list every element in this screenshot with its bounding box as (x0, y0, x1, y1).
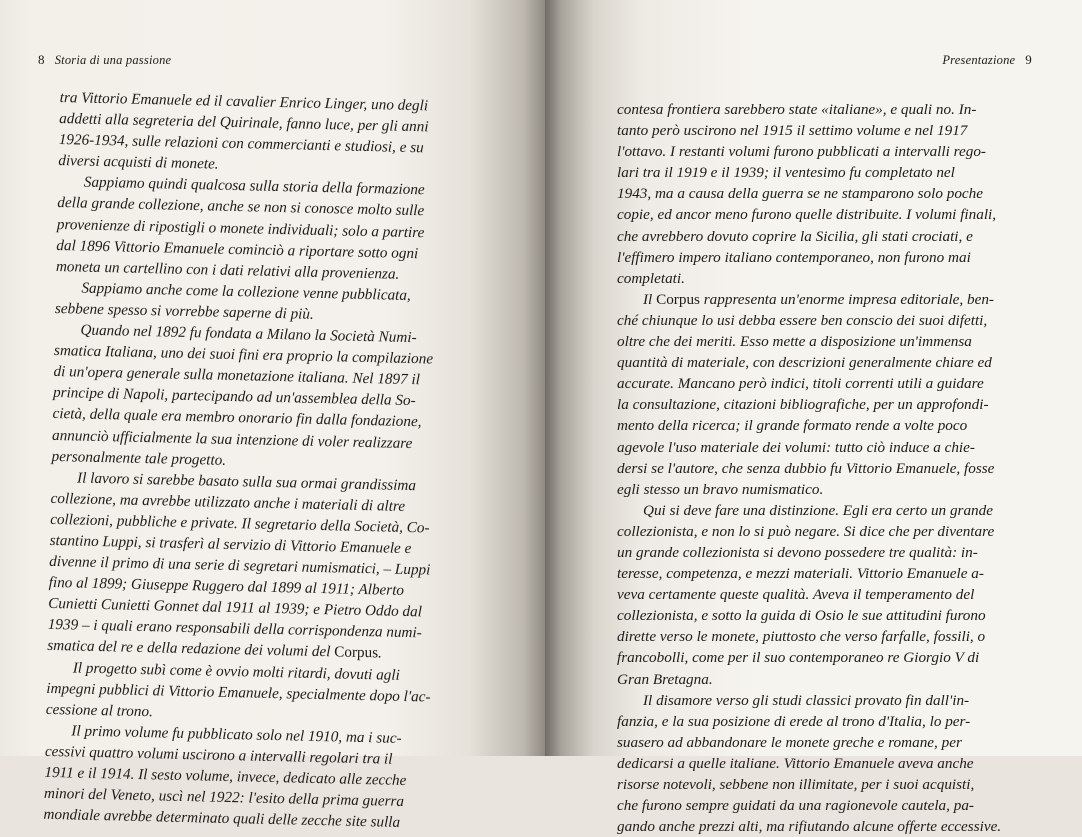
text-line: un grande collezionista si devono possedere tre qualità: in- (617, 543, 978, 561)
text-line: di un'opera generale sulla monetazione italiana. Nel 1897 il (53, 363, 421, 389)
text-line: cietà, della quale era membro onorario fin dalla fondazione, (52, 405, 422, 431)
text-line: cessione al trono. (45, 700, 154, 720)
text-line: lari tra il 1919 e il 1939; il ventesimo fu completato nel (617, 164, 955, 182)
text-line: accurate. Mancano però indici, titoli correnti utili a guidare (617, 375, 984, 393)
text-line: cessivi quattro volumi uscirono a intervalli regolari tra il (44, 742, 393, 768)
text-line: fanzia, e la sua posizione di erede al trono d'Italia, lo per- (617, 712, 971, 730)
text-line: smatica del re e della redazione dei volumi del Corpus. (47, 637, 383, 662)
text-line: suasero ad abbandonare le monete greche e romane, per (617, 733, 962, 751)
text-line: gando anche prezzi alti, ma rifiutando alcune offerte eccessive. (617, 818, 1002, 836)
text-line: ché chiunque lo usi debba essere ben conscio dei suoi difetti, (617, 311, 988, 329)
text-line: risorse notevoli, sebbene non illimitate, per i suoi acquisti, (617, 776, 975, 793)
text-line: principe di Napoli, partecipando ad un'assemblea della So- (52, 384, 416, 410)
text-line: Sappiamo quindi qualcosa sulla storia della formazione (83, 173, 425, 199)
text-line: moneta un cartellino con i dati relativi alla provenienza. (55, 257, 400, 283)
text-line: la consultazione, citazioni bibliografiche, per un approfondi- (617, 396, 989, 414)
text-line: veva certamente queste qualità. Aveva il temperamento del (617, 586, 975, 604)
text-line: dedicarsi a quelle italiane. Vittorio Emanuele aveva anche (617, 754, 974, 772)
text-line: dersi se l'autore, che senza dubbio fu Vittorio Emanuele, fosse (617, 459, 995, 477)
text-line: mento della ricerca; il grande formato rende a volte poco (617, 417, 968, 435)
text-line: mondiale avrebbe determinato quali delle zecche site sulla (43, 806, 401, 832)
text-line: dirette verso le monete, piuttosto che verso farfalle, fossili, o (617, 628, 986, 646)
text-line: Il disamore verso gli studi classici provato fin dall'in- (643, 691, 970, 709)
text-line: oltre che dei meriti. Esso mette a disposizione un'immensa (617, 333, 972, 351)
text-line: francobolli, come per il suo contemporaneo re Giorgio V di (617, 649, 980, 667)
text-line: stantino Luppi, si trasferì al servizio di Vittorio Emanuele e (49, 531, 412, 558)
text-line: l'ottavo. I restanti volumi furono pubblicati a intervalli rego- (617, 143, 986, 161)
text-line: impegni pubblici di Vittorio Emanuele, specialmente dopo l'ac- (46, 679, 431, 706)
text-line: Quando nel 1892 fu fondata a Milano la Società Numi- (80, 321, 417, 347)
right-page (545, 0, 1082, 836)
left-running-title: Storia di una passione (54, 53, 172, 67)
text-line: annunciò ufficialmente la sua intenzione di voler realizzare (51, 426, 413, 452)
text-line: collezionista, e non lo si può negare. Si dice che per diventare (617, 522, 995, 540)
text-line: agevole l'uso materiale dei volumi: tutto ciò induce a chie- (617, 438, 975, 456)
text-line: collezione, ma avrebbe utilizzato anche i materiali di altre (50, 489, 406, 515)
text-line: contesa frontiera sarebbero state «italiane», e quali no. In- (617, 101, 977, 118)
text-line: Cunietti Cunietti Gonnet dal 1911 al 1939; e Pietro Oddo dal (48, 595, 423, 621)
text-line: che furono sempre guidati da una ragionevole cautela, pa- (617, 797, 974, 815)
text-line: divenne il primo di una serie di segretari numismatici, – Luppi (49, 552, 431, 579)
text-line: Il lavoro si sarebbe basato sulla sua ormai grandissima (76, 469, 417, 494)
text-line: Gran Bretagna. (617, 670, 713, 688)
text-line: 1911 e il 1914. Il sesto volume, invece, dedicato alle zecche (44, 763, 407, 790)
right-page-text (617, 99, 1031, 837)
text-line: provenienze di ripostigli o monete individuali; solo a partire (56, 215, 425, 241)
text-line: collezioni, pubbliche e private. Il segretario della Società, Co- (49, 510, 430, 537)
right-running-head (942, 52, 1032, 68)
text-line: diversi acquisti di monete. (58, 152, 219, 173)
text-line: che avrebbero dovuto coprire la Sicilia, gli stati crociati, e (617, 227, 973, 245)
text-line: Sappiamo anche come la collezione venne pubblicata, (81, 279, 411, 304)
right-page-number: 9 (1025, 52, 1032, 67)
text-line: completati. (617, 269, 685, 287)
text-line: Il primo volume fu pubblicato solo nel 1910, ma i suc- (71, 722, 402, 747)
text-line: Qui si deve fare una distinzione. Egli era certo un grande (643, 501, 993, 519)
text-line: 1926-1934, sulle relazioni con commercianti e studiosi, e su (58, 131, 424, 157)
text-line: dal 1896 Vittorio Emanuele cominciò a riportare sotto ogni (56, 236, 419, 262)
text-line: 1939 – i quali erano responsabili della corrispondenza numi- (47, 616, 422, 642)
right-running-title: Presentazione (942, 53, 1016, 67)
text-line: quantità di materiale, con descrizioni generalmente chiare ed (617, 354, 992, 372)
text-line: teresse, competenza, e mezzi materiali. Vittorio Emanuele a- (617, 565, 984, 583)
text-line: addetti alla segreteria del Quirinale, fanno luce, per gli anni (59, 110, 429, 136)
text-line: sebbene spesso si vorrebbe saperne di più. (54, 299, 314, 323)
left-page-text (43, 87, 468, 834)
text-line: tra Vittorio Emanuele ed il cavalier Enrico Linger, uno degli (59, 88, 429, 115)
text-line: personalmente tale progetto. (51, 447, 227, 469)
left-page-number: 8 (38, 52, 45, 67)
text-line: Il progetto subì come è ovvio molti ritardi, dovuti agli (72, 658, 401, 684)
text-line: della grande collezione, anche se non si conosce molto sulle (57, 194, 425, 220)
left-running-head (38, 52, 171, 68)
text-line: tanto però uscirono nel 1915 il settimo volume e nel 1917 (617, 122, 968, 140)
text-line: collezionista, e sotto la guida di Osio le sue attitudini furono (617, 607, 986, 625)
text-line: copie, ed ancor meno furono quelle distribuite. I volumi finali, (617, 206, 997, 224)
text-line: egli stesso un bravo numismatico. (617, 480, 824, 498)
text-line: smatica Italiana, uno dei suoi fini era proprio la compilazione (53, 342, 434, 368)
text-line: fino al 1899; Giuseppe Ruggero dal 1899 al 1911; Alberto (48, 574, 405, 600)
text-line: l'effimero impero italiano contemporaneo, non furono mai (617, 248, 971, 266)
text-line: Il Corpus rappresenta un'enorme impresa editoriale, ben- (643, 290, 994, 308)
text-line: 1943, ma a causa della guerra se ne stamparono solo poche (617, 185, 984, 203)
text-line: minori del Veneto, uscì nel 1922: l'esito della prima guerra (43, 784, 405, 811)
